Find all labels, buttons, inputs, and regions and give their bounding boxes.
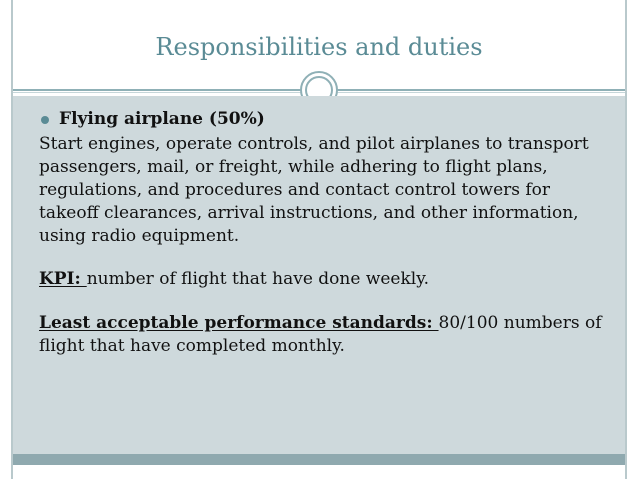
kpi-paragraph — [39, 268, 609, 291]
bottom-bar — [13, 454, 625, 465]
standards-text: 80/100 numbers of flight that have completed monthly. — [39, 313, 602, 356]
frame-right-border — [625, 0, 627, 479]
description-paragraph: Start engines, operate controls, and pilot airplanes to transport passengers, mail, or freight, while adhering to flight plans, regulations, and procedures and contact control towers for takeoff clearances, arrival instructions, and other information, using radio equipment. — [39, 134, 589, 246]
bullet-text: Flying airplane (50%) — [59, 109, 265, 129]
standards-label: Least acceptable performance standards: — [39, 313, 439, 333]
kpi-text: number of flight that have done weekly. — [86, 269, 429, 289]
content-panel — [13, 96, 625, 454]
round-bullet-icon — [41, 116, 49, 124]
kpi-label: KPI: — [39, 269, 87, 289]
content-text — [39, 108, 609, 358]
bullet-item — [39, 108, 609, 131]
standards-paragraph — [39, 312, 609, 358]
slide-title: Responsibilities and duties — [155, 33, 483, 61]
